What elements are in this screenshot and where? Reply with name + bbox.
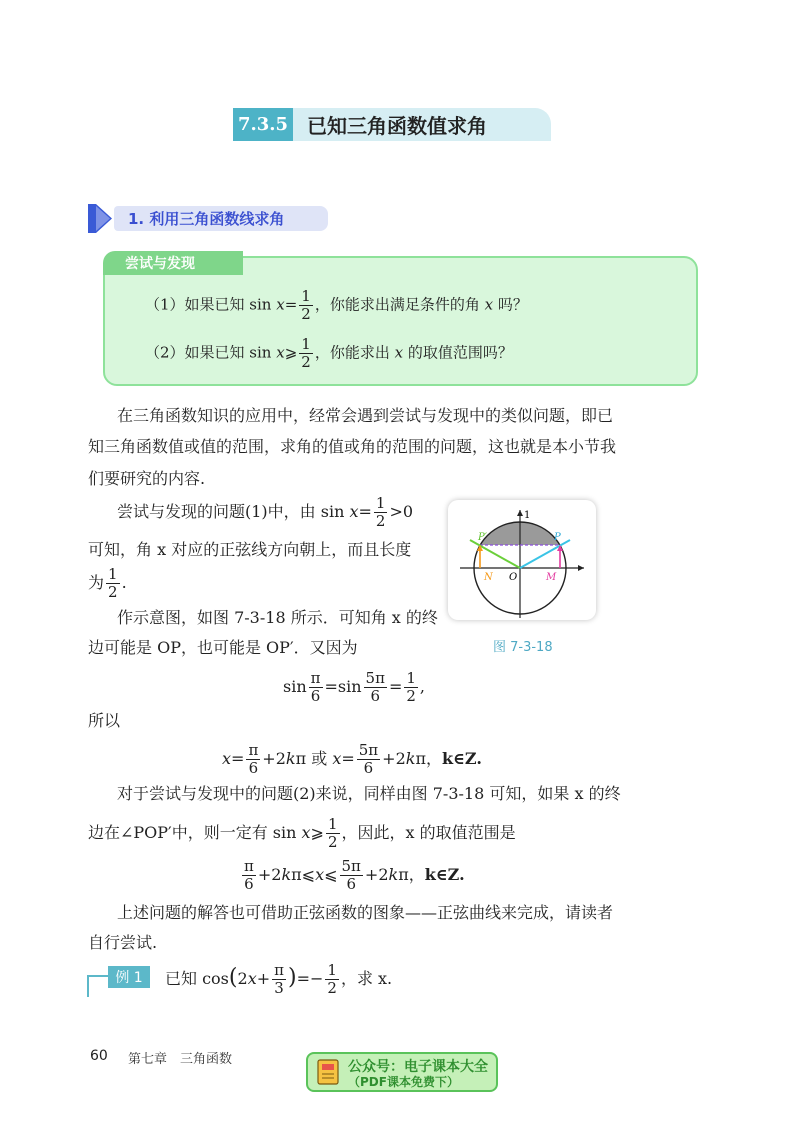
subsection-label: 1. 利用三角函数线求角 bbox=[114, 206, 328, 231]
try-question-1: （1）如果已知 sin x= $\frac{1}{2}$ ，你能求出满足条件的角 x 吗？ bbox=[145, 287, 528, 323]
chapter-label: 第七章 三角函数 bbox=[128, 1052, 233, 1067]
stamp-line-1: 公众号：电子课本大全 bbox=[348, 1059, 488, 1075]
label-p-prime: P′ bbox=[478, 532, 487, 543]
label-y-one: 1 bbox=[524, 510, 531, 521]
figure-caption: 图 7-3-18 bbox=[493, 640, 553, 655]
figure-card bbox=[448, 500, 596, 620]
para1-line2: 可知，角 x 对应的正弦线方向朝上，而且长度 bbox=[88, 540, 412, 559]
section-title-text: 已知三角函数值求角 bbox=[293, 108, 551, 141]
label-o: O bbox=[509, 572, 518, 583]
suoyi-text: 所以 bbox=[88, 711, 121, 730]
try-discover-tab: 尝试与发现 bbox=[103, 251, 243, 275]
para1-line1: 尝试与发现的问题(1)中，由 sin x= $\frac{1}{2}$ >0 bbox=[117, 494, 414, 530]
intro-line-2: 知三角函数值或值的范围，求角的值或角的范围的问题，这也就是本小节我 们要研究的内容. bbox=[88, 437, 617, 488]
example-text: 已知 cos(2x+ $\frac{\pi}{3}$ )=− $\frac{1}{2}$ ，求 x. bbox=[165, 961, 393, 997]
para4-line1: 上述问题的解答也可借助正弦函数的图象——正弦曲线来完成，请读者 bbox=[117, 903, 614, 922]
para1-line3: 为 $\frac{1}{2}$ . bbox=[88, 565, 127, 601]
example-bracket bbox=[86, 975, 110, 999]
subsection-banner bbox=[88, 202, 328, 235]
formula-solutions: x= $\frac{\pi}{6}$ +2kπ 或 x= $\frac{5\pi}{6}$ +2kπ，k∈Z. bbox=[222, 741, 482, 777]
unit-circle-figure bbox=[448, 500, 596, 620]
try-question-2: （2）如果已知 sin x⩾ $\frac{1}{2}$ ，你能求出 x 的取值范围吗？ bbox=[145, 335, 513, 371]
para3-line1: 对于尝试与发现中的问题(2)来说，同样由图 7-3-18 可知，如果 x 的终 bbox=[117, 784, 621, 803]
page-number: 60 bbox=[90, 1048, 108, 1064]
intro-paragraph: 在三角函数知识的应用中，经常会遇到尝试与发现中的类似问题，即已 bbox=[117, 406, 614, 425]
para2-line1: 作示意图，如图 7-3-18 所示．可知角 x 的终 bbox=[117, 608, 438, 627]
formula-sin-values: sin $\frac{\pi}{6}$ =sin $\frac{5\pi}{6}$ = $\frac{1}{2}$ , bbox=[283, 669, 425, 705]
para4-line2: 自行尝试. bbox=[88, 933, 158, 952]
label-n: N bbox=[484, 572, 493, 583]
formula-range: $\frac{\pi}{6}$ +2kπ⩽x⩽ $\frac{5\pi}{6}$ +2kπ，k∈Z. bbox=[244, 857, 465, 893]
para2-line2: 边可能是 OP，也可能是 OP′．又因为 bbox=[88, 638, 358, 657]
watermark-stamp bbox=[306, 1052, 498, 1092]
book-icon bbox=[316, 1058, 342, 1088]
para3-line2: 边在∠POP′中，则一定有 sin x⩾ $\frac{1}{2}$ ，因此，x 的取值范围是 bbox=[88, 815, 516, 851]
section-title bbox=[233, 108, 551, 141]
stamp-line-2: （PDF课本免费下） bbox=[348, 1075, 459, 1089]
label-m: M bbox=[546, 572, 557, 583]
example-tag: 例 1 bbox=[108, 966, 150, 988]
label-p: P bbox=[554, 532, 561, 543]
section-number: 7.3.5 bbox=[233, 108, 293, 141]
